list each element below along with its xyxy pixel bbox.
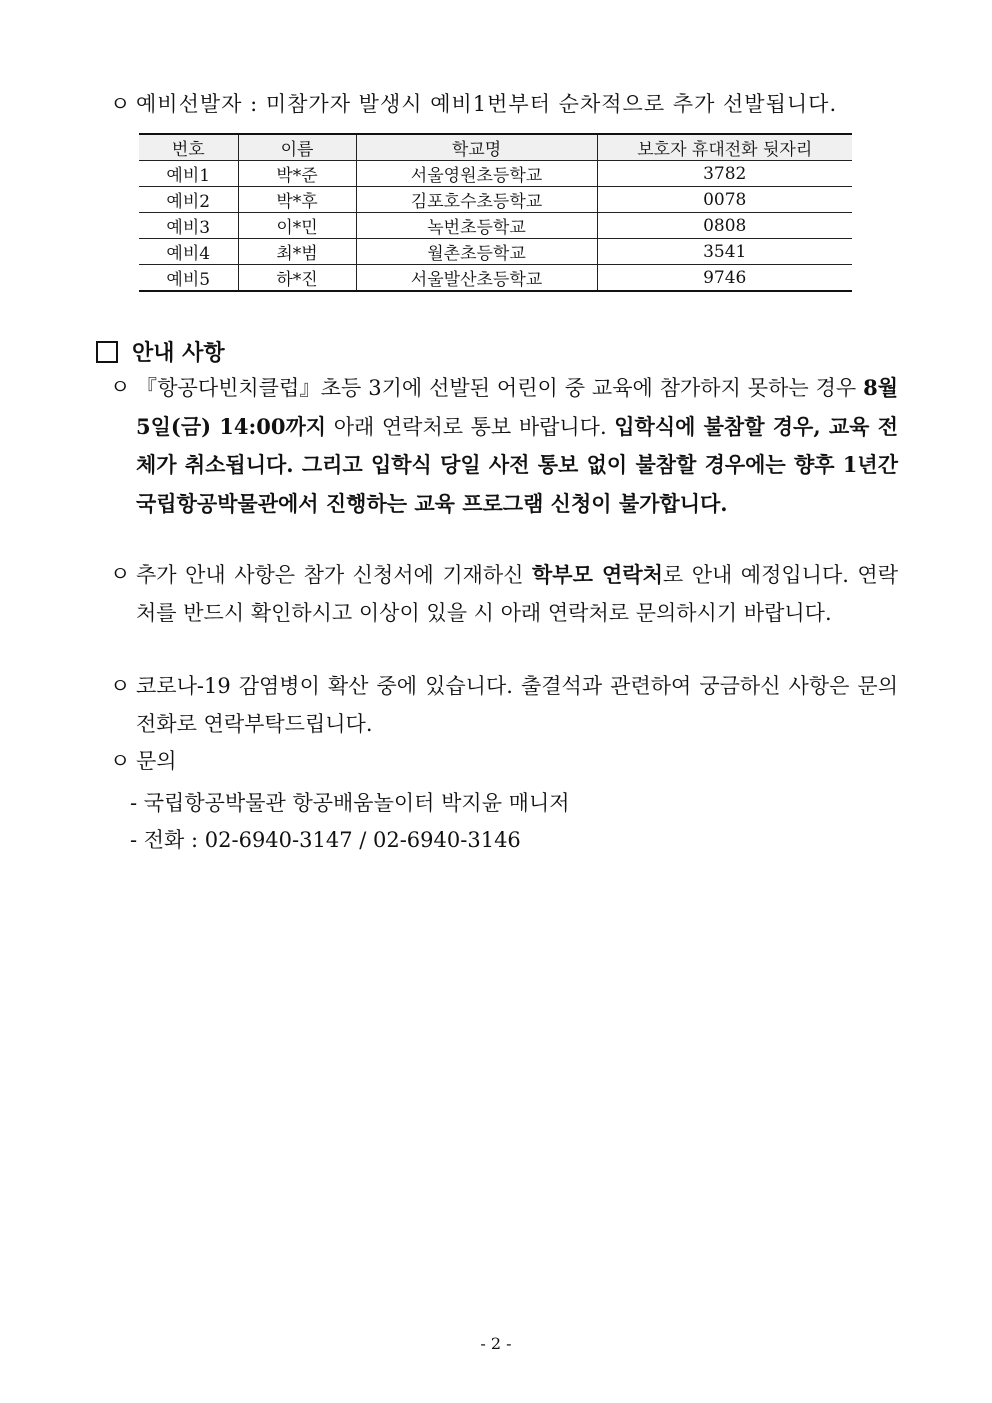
cell-phone: 0078 bbox=[597, 187, 852, 213]
header-school: 학교명 bbox=[356, 134, 597, 161]
reserve-table bbox=[139, 133, 852, 292]
cell-number: 예비5 bbox=[139, 265, 238, 292]
cell-school: 김포호수초등학교 bbox=[356, 187, 597, 213]
cell-school: 서울영원초등학교 bbox=[356, 161, 597, 187]
cell-school: 서울발산초등학교 bbox=[356, 265, 597, 292]
contact-person: - 국립항공박물관 항공배움놀이터 박지윤 매니저 bbox=[130, 791, 570, 815]
cell-school: 월촌초등학교 bbox=[356, 239, 597, 265]
bullet-marker: ㅇ bbox=[110, 674, 131, 698]
reserve-intro bbox=[110, 88, 837, 118]
cell-name: 이*민 bbox=[238, 213, 356, 239]
inquiry-label: 문의 bbox=[136, 749, 177, 773]
notice-text: 로 안내 예정입니다. 연락처를 반드시 확인하시고 이상이 있을 시 아래 연락처로 문의하시기 바랍니다. bbox=[136, 563, 898, 625]
notice-text: 『항공다빈치클럽』초등 3기에 선발된 어린이 중 교육에 참가하지 못하는 경우 bbox=[136, 376, 864, 400]
notice-paragraph-absence bbox=[110, 369, 898, 523]
cell-school: 녹번초등학교 bbox=[356, 213, 597, 239]
table-row bbox=[139, 239, 852, 265]
cell-name: 박*준 bbox=[238, 161, 356, 187]
notice-paragraph-covid bbox=[110, 668, 898, 743]
bullet-marker: ㅇ bbox=[110, 375, 131, 399]
notice-text: 코로나-19 감염병이 확산 중에 있습니다. 출결석과 관련하여 궁금하신 사항은 문의 전화로 연락부탁드립니다. bbox=[136, 674, 898, 736]
checkbox-square-icon bbox=[96, 341, 118, 363]
notice-paragraph-inquiry bbox=[110, 743, 898, 781]
cell-name: 최*범 bbox=[238, 239, 356, 265]
cell-phone: 0808 bbox=[597, 213, 852, 239]
notice-paragraph-contact bbox=[110, 556, 898, 632]
header-number: 번호 bbox=[139, 134, 238, 161]
cell-number: 예비1 bbox=[139, 161, 238, 187]
warning-text: 입학식에 불참할 경우, 교육 전체가 취소됩니다. 그리고 입학식 당일 사전 통보 없이 불참할 경우에는 향후 1년간 국립항공박물관에서 진행하는 교육 프로그램 신청이 불가합니다. bbox=[136, 413, 898, 516]
bullet-marker: ㅇ bbox=[110, 92, 132, 116]
cell-phone: 9746 bbox=[597, 265, 852, 292]
cell-number: 예비3 bbox=[139, 213, 238, 239]
notice-section-title bbox=[96, 336, 225, 367]
table-row bbox=[139, 265, 852, 292]
cell-phone: 3541 bbox=[597, 239, 852, 265]
header-phone: 보호자 휴대전화 뒷자리 bbox=[597, 134, 852, 161]
cell-name: 하*진 bbox=[238, 265, 356, 292]
reserve-intro-text: 예비선발자 : 미참가자 발생시 예비1번부터 순차적으로 추가 선발됩니다. bbox=[136, 92, 838, 116]
table-row bbox=[139, 187, 852, 213]
table-row bbox=[139, 161, 852, 187]
cell-number: 예비2 bbox=[139, 187, 238, 213]
cell-phone: 3782 bbox=[597, 161, 852, 187]
page-number: - 2 - bbox=[480, 1334, 512, 1353]
header-name: 이름 bbox=[238, 134, 356, 161]
notice-text: 아래 연락처로 통보 바랍니다. bbox=[326, 414, 615, 439]
bullet-marker: ㅇ bbox=[110, 562, 131, 586]
parent-contact-text: 학부모 연락처 bbox=[532, 562, 663, 587]
contact-phone: - 전화 : 02-6940-3147 / 02-6940-3146 bbox=[130, 828, 521, 852]
table-header-row bbox=[139, 134, 852, 161]
table-row bbox=[139, 213, 852, 239]
cell-name: 박*후 bbox=[238, 187, 356, 213]
cell-number: 예비4 bbox=[139, 239, 238, 265]
bullet-marker: ㅇ bbox=[110, 749, 131, 773]
deadline-text: 8월 5일(금) 14:00까지 bbox=[136, 375, 898, 439]
notice-text: 추가 안내 사항은 참가 신청서에 기재하신 bbox=[136, 563, 533, 587]
notice-title-text: 안내 사항 bbox=[132, 340, 225, 366]
